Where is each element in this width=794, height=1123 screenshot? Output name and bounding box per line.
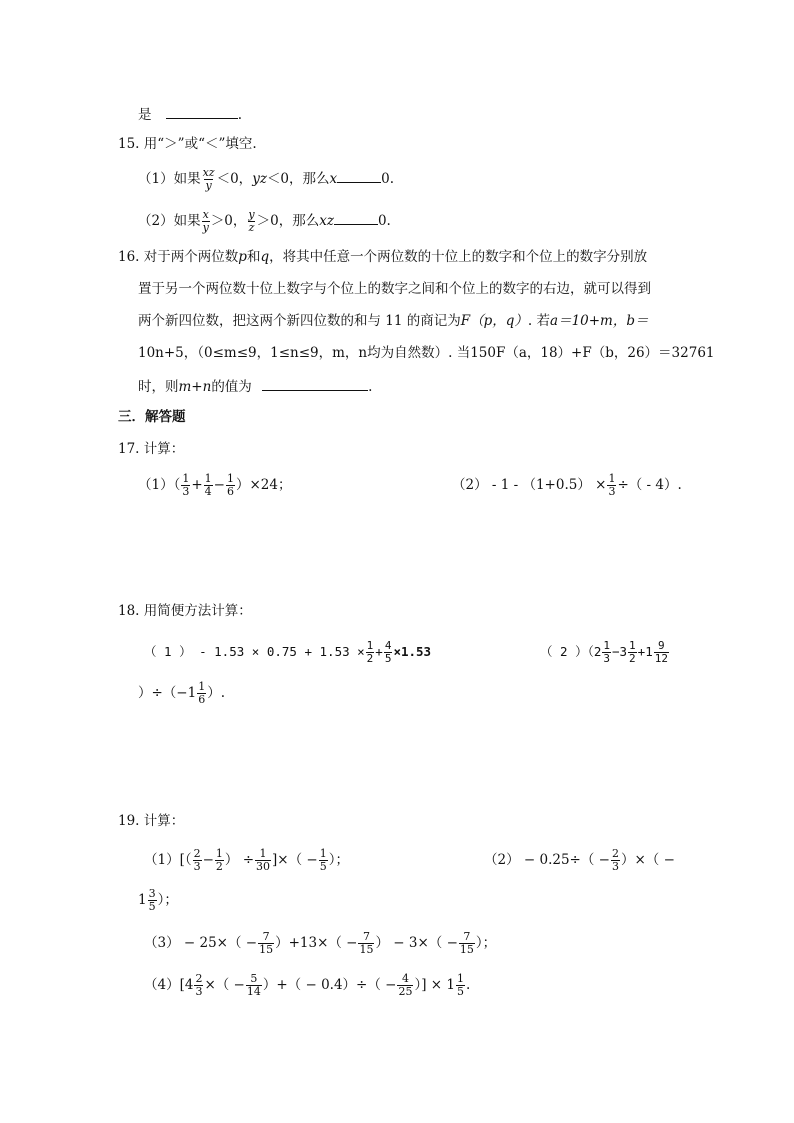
expr-text: ×（ − — [204, 977, 245, 993]
fraction — [611, 848, 620, 873]
expr-text: ）； — [157, 892, 178, 908]
fraction — [628, 640, 637, 665]
q16-expr: m+n — [178, 379, 212, 395]
q18-stem: 用简便方法计算： — [143, 603, 252, 619]
frac-num: 1 — [603, 639, 610, 652]
frac-num: 2 — [611, 847, 619, 860]
frac-num: 1 — [629, 639, 636, 652]
frac-den: y — [202, 221, 209, 234]
fraction — [193, 848, 202, 873]
fraction — [654, 640, 669, 665]
expr-text: − — [213, 477, 225, 493]
expr-text: （2） − 0.25÷（ − — [484, 852, 610, 868]
q15-p1-blank[interactable] — [337, 168, 381, 183]
frac-den: 2 — [366, 652, 374, 665]
frac-num: 1 — [319, 847, 327, 860]
fraction — [384, 640, 393, 665]
expr-text: −3 — [611, 644, 628, 659]
q15-p2-fraction1 — [202, 209, 210, 234]
q14-prefix: 是 — [138, 107, 152, 123]
q16-text: 两个新四位数，把这两个新四位数的和与 11 的商记为 — [138, 313, 461, 329]
frac-num: 1 — [608, 472, 616, 485]
expr-text: +1 — [637, 644, 653, 659]
fraction — [246, 973, 262, 998]
expr-text: ）. — [207, 685, 226, 701]
q19-part1 — [144, 848, 349, 873]
expr-text: ）÷（−1 — [138, 685, 197, 701]
fraction — [397, 973, 413, 998]
frac-num: 2 — [193, 847, 201, 860]
q16-line2: 置于另一个两位数十位上数字与个位上的数字之间和个位上的数字的右边，就可以得到 — [138, 281, 651, 297]
fraction — [194, 973, 203, 998]
fraction — [258, 931, 274, 956]
frac-num: 9 — [658, 639, 665, 652]
q16-line5 — [138, 376, 372, 396]
fraction — [197, 681, 206, 706]
frac-den: 6 — [198, 693, 206, 706]
frac-num: 5 — [250, 972, 258, 985]
frac-den: y — [205, 179, 212, 192]
expr-text: （ 2 ）（2 — [540, 644, 602, 659]
fraction — [148, 888, 157, 913]
frac-num: 1 — [456, 972, 464, 985]
frac-num: x — [202, 208, 209, 221]
q15-p1-label: （1）如果 — [138, 171, 201, 187]
frac-num: 1 — [226, 472, 234, 485]
fraction — [226, 473, 235, 498]
frac-den: 3 — [195, 985, 203, 998]
q15-p1-var-yz: yz — [252, 171, 267, 187]
frac-num: 2 — [195, 972, 203, 985]
q18-part2-continued — [138, 681, 225, 706]
frac-den: 15 — [259, 943, 274, 956]
frac-den: 3 — [611, 860, 619, 873]
expr-text: ）×（ − — [620, 852, 675, 868]
frac-den: 6 — [226, 485, 234, 498]
frac-den: 3 — [603, 652, 610, 665]
q19-part2 — [484, 848, 675, 873]
q16-text: 时，则 — [138, 379, 179, 395]
frac-num: 1 — [182, 472, 190, 485]
fraction — [215, 848, 224, 873]
q17-stem-line — [118, 440, 184, 458]
expr-text: （1）（ — [138, 477, 181, 493]
frac-num: 7 — [463, 930, 471, 943]
expr-text: + — [191, 477, 203, 493]
q15-p2-mid: ＞0， — [210, 213, 247, 229]
frac-num: 4 — [401, 972, 409, 985]
q15-p2-end: 0. — [377, 213, 391, 229]
expr-text: ） − 3×（ − — [375, 935, 458, 951]
q16-line1 — [118, 248, 647, 266]
expr-text: ）+13×（ − — [275, 935, 358, 951]
q19-stem: 计算： — [143, 813, 185, 829]
expr-text: ）×24； — [235, 477, 292, 493]
q16-line4: 10n+5，（0≤m≤9，1≤n≤9，m，n均为自然数）. 当150F（a，18）+F（b，26）＝32761 — [138, 345, 715, 361]
q16-line3 — [138, 312, 649, 330]
expr-text: 1 — [138, 892, 147, 908]
q15-part1 — [138, 167, 394, 192]
frac-den: 3 — [193, 860, 201, 873]
q16-end: . — [368, 379, 373, 395]
q19-part4 — [144, 973, 470, 998]
q15-p1-var-x: x — [329, 171, 338, 187]
fraction — [459, 931, 475, 956]
frac-num: 7 — [262, 930, 270, 943]
q16-text: . 若 — [527, 313, 551, 329]
frac-den: 2 — [215, 860, 223, 873]
q15-p2-label: （2）如果 — [138, 213, 201, 229]
expr-text: ）； — [475, 935, 497, 951]
q15-p1-end: 0. — [381, 171, 395, 187]
q16-text: ，将其中任意一个两位数的十位上的数字和个位上的数字分别放 — [269, 249, 648, 265]
frac-den: 5 — [319, 860, 327, 873]
q18-part2 — [540, 640, 670, 665]
q16-answer-blank[interactable] — [262, 376, 368, 391]
frac-den: 4 — [204, 485, 212, 498]
q14-suffix: . — [237, 107, 243, 123]
q15-part2 — [138, 209, 391, 234]
q16-var-p: p — [238, 249, 247, 265]
frac-den: 5 — [148, 900, 156, 913]
fraction — [607, 473, 616, 498]
q15-stem: 用“＞”或“＜”填空. — [143, 136, 257, 152]
fraction — [204, 473, 213, 498]
section-three-heading: 三．解答题 — [118, 409, 186, 425]
frac-num: 1 — [259, 847, 267, 860]
frac-num: 3 — [148, 887, 156, 900]
expr-text: − — [202, 852, 214, 868]
q16-text: 对于两个两位数 — [143, 249, 239, 265]
frac-num: xz — [202, 166, 215, 179]
fraction — [358, 931, 374, 956]
frac-den: 12 — [654, 652, 668, 665]
q15-p1-mid: ＜0， — [216, 171, 253, 187]
q18-number: 18. — [118, 603, 140, 619]
q16-number: 16. — [118, 249, 140, 265]
frac-den: z — [248, 221, 255, 234]
expr-text: （3） − 25×（ − — [144, 935, 258, 951]
frac-den: 25 — [398, 985, 413, 998]
q15-p2-var-xz: xz — [319, 213, 334, 229]
frac-den: 5 — [456, 985, 464, 998]
frac-den: 15 — [359, 943, 374, 956]
q15-number: 15. — [118, 136, 140, 152]
expr-text: ）+（ − 0.4）÷（ − — [262, 977, 397, 993]
q15-stem-line — [118, 135, 257, 153]
frac-num: y — [248, 208, 255, 221]
frac-num: 1 — [215, 847, 223, 860]
q15-p2-then: ＞0，那么 — [256, 213, 320, 229]
q15-p1-then: ＜0，那么 — [266, 171, 330, 187]
q16-text: 的值为 — [211, 379, 252, 395]
frac-den: 3 — [608, 485, 616, 498]
expr-text: . — [465, 977, 471, 993]
frac-den: 5 — [384, 652, 392, 665]
q17-part2 — [452, 473, 682, 498]
q16-text: 和 — [246, 249, 261, 265]
expr-text: （4）[4 — [144, 977, 194, 993]
fraction — [181, 473, 190, 498]
frac-den: 14 — [246, 985, 261, 998]
q19-stem-line — [118, 812, 184, 830]
fraction — [602, 640, 611, 665]
frac-num: 7 — [362, 930, 370, 943]
fraction — [456, 973, 465, 998]
q15-p2-fraction2 — [247, 209, 255, 234]
frac-num: 4 — [384, 639, 392, 652]
q19-part3 — [144, 931, 496, 956]
q15-p2-blank[interactable] — [334, 210, 378, 225]
fraction — [366, 640, 375, 665]
expr-text: （2） - 1 - （1+0.5） × — [452, 477, 607, 493]
q16-defs: a＝10+m，b＝ — [550, 313, 649, 329]
q15-p1-fraction — [202, 167, 216, 192]
frac-num: 1 — [204, 472, 212, 485]
frac-num: 1 — [198, 680, 206, 693]
expr-text: ）； — [328, 852, 349, 868]
q18-stem-line — [118, 602, 252, 620]
expr-text: ×1.53 — [393, 644, 432, 659]
q16-func-F: F（p，q） — [460, 313, 528, 329]
q19-number: 19. — [118, 813, 140, 829]
frac-den: 30 — [256, 860, 271, 873]
frac-num: 1 — [366, 639, 374, 652]
expr-text: （1）[（ — [144, 852, 192, 868]
q16-var-q: q — [260, 249, 270, 265]
q14-answer-blank[interactable] — [166, 104, 238, 119]
q17-stem: 计算： — [143, 441, 185, 457]
expr-text: ） ÷ — [224, 852, 255, 868]
fraction — [255, 848, 271, 873]
q17-number: 17. — [118, 441, 140, 457]
expr-text: ÷（ - 4）. — [617, 477, 682, 493]
frac-den: 15 — [459, 943, 474, 956]
frac-den: 2 — [629, 652, 636, 665]
q17-part1 — [138, 473, 291, 498]
q14-tail-line — [138, 104, 242, 124]
expr-text: （ 1 ） - 1.53 × 0.75 + 1.53 × — [144, 644, 365, 659]
q18-part1 — [144, 640, 431, 665]
fraction — [319, 848, 328, 873]
q19-part2-continued — [138, 888, 178, 913]
expr-text: ）] × 1 — [414, 977, 455, 993]
expr-text: ]×（ − — [272, 852, 318, 868]
frac-den: 3 — [182, 485, 190, 498]
expr-text: + — [375, 644, 383, 659]
